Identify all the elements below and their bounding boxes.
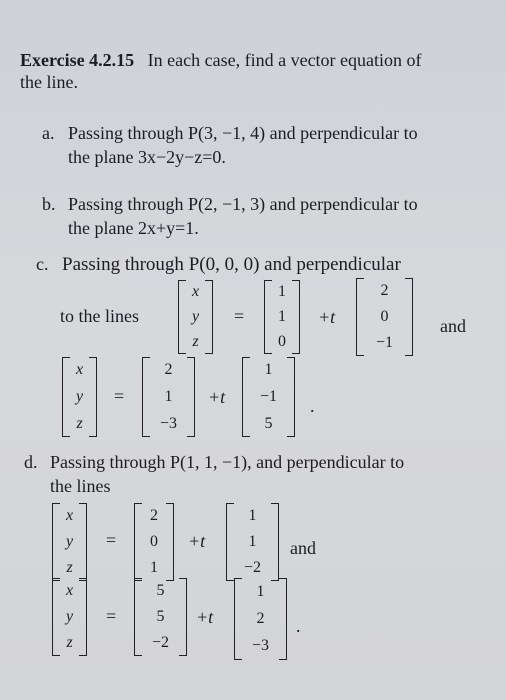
var-x: x xyxy=(66,582,74,599)
part-c-line2-point-vector xyxy=(142,357,195,437)
part-c-line1-point-vector xyxy=(264,280,300,354)
var-z: z xyxy=(66,559,73,576)
var-z: z xyxy=(76,414,83,432)
part-c-post: and perpendicular xyxy=(259,254,401,275)
var-y: y xyxy=(76,387,84,405)
part-c-label: c. xyxy=(36,254,49,274)
vector-entry: 2 xyxy=(256,609,265,627)
vector-entry: −2 xyxy=(244,559,262,576)
part-a-line2: the plane 3x−2y−z=0. xyxy=(68,147,226,167)
part-b-post: and perpendicular to xyxy=(265,194,418,214)
part-b-point: P(2, −1, 3) xyxy=(188,194,266,214)
part-c-line2-vars-vector xyxy=(62,357,97,437)
part-c-line1-vars-vector xyxy=(178,280,213,354)
part-c-point: P(0, 0, 0) xyxy=(188,254,260,275)
var-z: z xyxy=(192,332,199,350)
part-b-label: b. xyxy=(42,194,56,214)
part-d-pre: Passing through xyxy=(50,452,171,472)
part-d-line2-direction-vector xyxy=(234,578,287,660)
var-y: y xyxy=(66,533,74,550)
vector-entry: −1 xyxy=(260,387,278,405)
vector-entry: 2 xyxy=(150,507,158,524)
equals-sign: = xyxy=(114,386,125,406)
vector-entry: −2 xyxy=(152,634,170,651)
exercise-number: Exercise 4.2.15 xyxy=(20,50,135,70)
vector-entry: 1 xyxy=(256,582,265,600)
part-b-line1 xyxy=(68,194,418,215)
equals-sign: = xyxy=(106,530,117,550)
var-x: x xyxy=(192,283,200,301)
exercise-prompt: In each case, find a vector equation of xyxy=(147,50,422,70)
vector-entry: −3 xyxy=(252,637,270,655)
part-c-line1-direction-vector xyxy=(356,278,413,356)
var-y: y xyxy=(66,608,74,625)
part-c-line1 xyxy=(62,254,401,276)
part-a-post: and perpendicular to xyxy=(265,123,418,143)
part-c-pre: Passing through xyxy=(62,254,189,275)
vector-entry: 5 xyxy=(264,414,273,432)
equals-sign: = xyxy=(106,606,117,626)
part-d-line2-vars-vector xyxy=(52,578,87,656)
vector-entry: −1 xyxy=(376,334,394,351)
plus-t: +t xyxy=(318,307,336,327)
vector-entry: 0 xyxy=(150,533,158,550)
vector-entry: 1 xyxy=(150,559,158,576)
part-a-pre: Passing through xyxy=(68,123,189,143)
vector-entry: 1 xyxy=(278,307,286,325)
vector-entry: 1 xyxy=(164,387,173,405)
var-x: x xyxy=(76,361,84,379)
vector-entry: 5 xyxy=(156,582,165,599)
vector-entry: 1 xyxy=(264,361,273,379)
part-d-point: P(1, 1, −1) xyxy=(170,452,248,472)
part-d-line1-vars-vector xyxy=(52,503,87,581)
vector-entry: 1 xyxy=(248,507,257,524)
period: . xyxy=(310,396,315,416)
exercise-prompt-continued: the line. xyxy=(20,72,78,92)
part-d-line1-point-vector xyxy=(134,503,174,581)
part-d-line1 xyxy=(50,452,404,473)
part-d-and: and xyxy=(290,538,316,558)
vector-entry: −3 xyxy=(160,414,178,432)
plus-t: +t xyxy=(188,531,206,551)
part-a-label: a. xyxy=(42,123,55,143)
part-d-line2: the lines xyxy=(50,476,111,496)
part-a-point: P(3, −1, 4) xyxy=(188,123,266,143)
vector-entry: 2 xyxy=(380,282,389,299)
vector-entry: 2 xyxy=(164,361,173,379)
var-x: x xyxy=(66,507,74,524)
var-z: z xyxy=(66,634,73,651)
part-b-pre: Passing through xyxy=(68,194,189,214)
part-c-and: and xyxy=(440,316,466,336)
period: . xyxy=(296,616,301,636)
plus-t: +t xyxy=(208,387,226,407)
var-y: y xyxy=(192,307,200,325)
part-b-line2: the plane 2x+y=1. xyxy=(68,218,199,238)
vector-entry: 1 xyxy=(278,283,286,301)
part-d-line2-point-vector xyxy=(134,578,187,656)
part-d-post: , and perpendicular to xyxy=(247,452,405,472)
plus-t: +t xyxy=(196,607,214,627)
part-a-line1 xyxy=(68,123,418,144)
exercise-header xyxy=(20,50,422,71)
part-d-line1-direction-vector xyxy=(226,503,279,581)
vector-entry: 0 xyxy=(278,332,286,350)
vector-entry: 0 xyxy=(380,308,389,325)
part-d-label: d. xyxy=(24,452,38,472)
vector-entry: 1 xyxy=(248,533,257,550)
part-c-line2-direction-vector xyxy=(242,357,295,437)
vector-entry: 5 xyxy=(156,608,165,625)
part-c-to-the-lines: to the lines xyxy=(60,306,139,326)
equals-sign: = xyxy=(234,306,245,326)
